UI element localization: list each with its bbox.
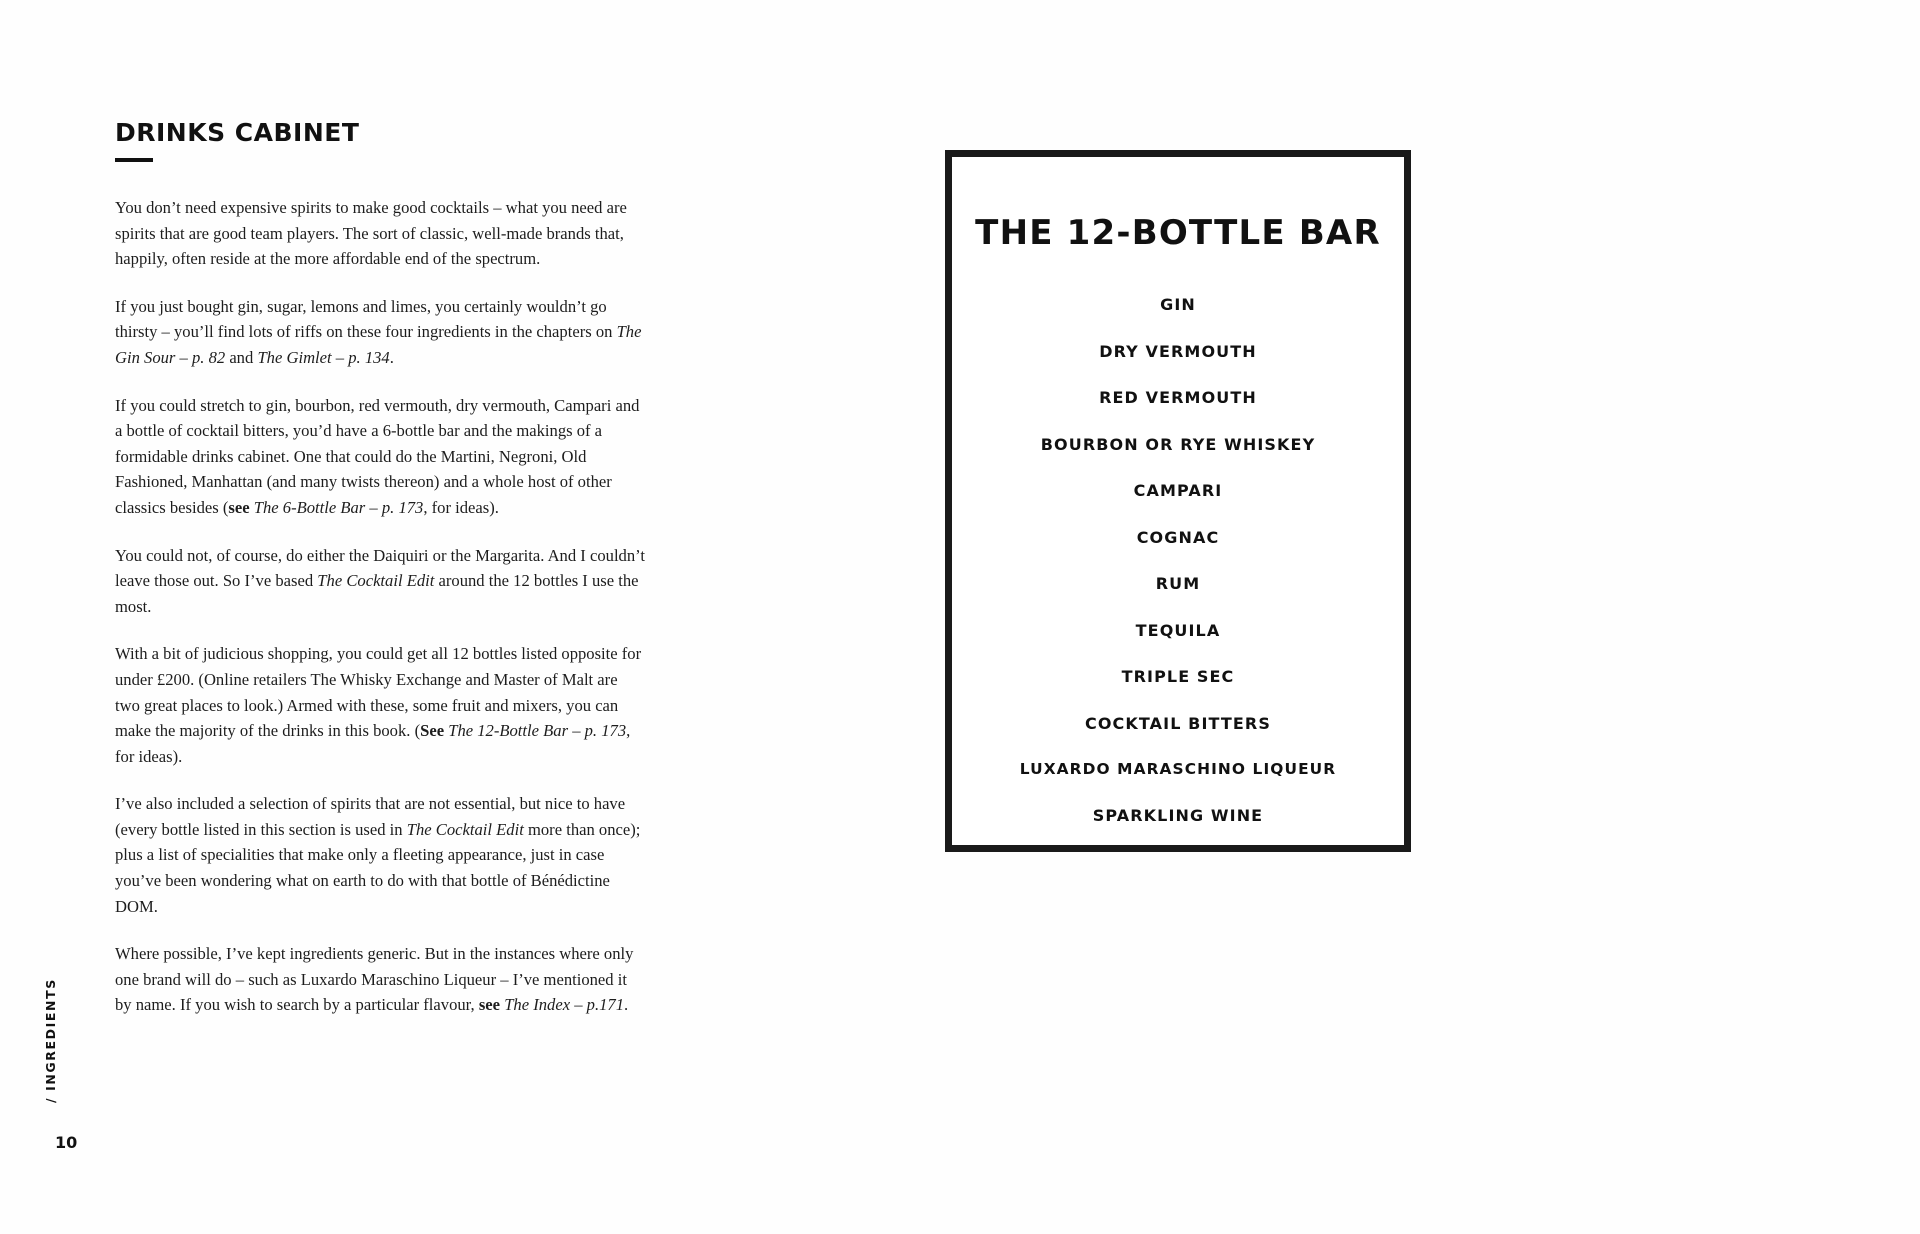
list-item: BOURBON OR RYE WHISKEY [1040, 434, 1316, 454]
list-item: LUXARDO MARASCHINO LIQUEUR [1019, 760, 1337, 778]
list-item: COGNAC [1136, 527, 1220, 547]
paragraph-4-text-b: around the 12 bottles I use the most. [115, 571, 639, 616]
list-item: TRIPLE SEC [1121, 667, 1235, 686]
panel-title: THE 12-BOTTLE BAR [975, 213, 1381, 253]
paragraph-7-text-c: . [624, 995, 629, 1015]
list-item: GIN [1160, 295, 1196, 314]
body-copy [115, 195, 645, 1018]
paragraph-2-text-a: If you just bought gin, sugar, lemons and limes, you certainly wouldn’t go thirsty – you’ll find lots of riffs on these four ingredients in the chapters on [115, 296, 617, 342]
paragraph-6-text-b: more than once); plus a list of specialities that make only a fleeting appearance, just in case you’ve been wondering what on earth to do with that bottle of Bénédictine DOM. [115, 819, 641, 916]
paragraph-2-text-c: . [389, 347, 394, 367]
paragraph-7-text-a: Where possible, I’ve kept ingredients generic. But in the instances where only one brand will do – such as Luxardo Maraschino Liqueur – I’ve mentioned it by name. If you wish to search by a particular flavour, [115, 944, 634, 1015]
list-item: TEQUILA [1135, 620, 1221, 640]
list-item: DRY VERMOUTH [1099, 341, 1257, 361]
paragraph-3-text-c: , for ideas). [423, 497, 499, 517]
paragraph-5-bold: See [420, 721, 445, 741]
title-underline-rule [115, 158, 153, 162]
list-item: COCKTAIL BITTERS [1085, 713, 1271, 733]
list-item: RED VERMOUTH [1099, 388, 1257, 407]
page-title: DRINKS CABINET [115, 118, 360, 147]
paragraph-7-bold: see [478, 995, 501, 1015]
paragraph-2-italic-2: The Gimlet – p. 134 [257, 347, 390, 367]
paragraph-3 [115, 393, 645, 521]
paragraph-7-italic-1: The Index – p.171 [504, 995, 625, 1015]
paragraph-2 [115, 294, 645, 371]
paragraph-5-italic-1: The 12-Bottle Bar – p. 173 [448, 721, 627, 741]
paragraph-7 [115, 941, 645, 1018]
paragraph-1: You don’t need expensive spirits to make good cocktails – what you need are spirits that are good team players. The sort of classic, well-made brands that, happily, often reside at the more affordable end of the spectrum. [115, 198, 627, 269]
paragraph-3-bold: see [228, 497, 250, 517]
paragraph-4-text-a: You could not, of course, do either the Daiquiri or the Margarita. And I couldn’t leave those out. So I’ve based [115, 545, 645, 591]
paragraph-6-text-a: I’ve also included a selection of spirits that are not essential, but nice to have (every bottle listed in this section is used in [115, 794, 626, 839]
paragraph-2-text-b: and [225, 347, 258, 367]
paragraph-6 [115, 791, 645, 919]
paragraph-3-italic-1: The 6-Bottle Bar – p. 173 [253, 497, 424, 517]
bottle-list [952, 295, 1404, 825]
list-item: RUM [1155, 574, 1201, 593]
paragraph-6-italic-1: The Cocktail Edit [406, 819, 524, 839]
paragraph-4-italic-1: The Cocktail Edit [317, 571, 435, 591]
paragraph-5 [115, 641, 645, 769]
list-item: CAMPARI [1133, 481, 1223, 500]
page-number: 10 [55, 1133, 78, 1152]
twelve-bottle-bar-panel [945, 150, 1411, 852]
running-foot-label: / INGREDIENTS [43, 978, 58, 1103]
left-text-column [115, 118, 645, 1018]
paragraph-5-text-a: With a bit of judicious shopping, you could get all 12 bottles listed opposite for under £200. (Online retailers The Whisky Exchange and Master of Malt are two great places to look.) Armed with these, some fruit and mixers, you can make the majority of the drinks in this book. ( [115, 644, 642, 741]
list-item: SPARKLING WINE [1092, 805, 1264, 825]
paragraph-2-italic-1: The Gin Sour – p. 82 [115, 322, 642, 367]
paragraph-5-text-c: , for ideas). [115, 721, 631, 766]
paragraph-4 [115, 543, 645, 620]
paragraph-3-text-a: If you could stretch to gin, bourbon, red vermouth, dry vermouth, Campari and a bottle of cocktail bitters, you’d have a 6-bottle bar and the makings of a formidable drinks cabinet. One that could do the Martini, Negroni, Old Fashioned, Manhattan (and many twists thereon) and a whole host of other classics besides ( [115, 395, 640, 517]
